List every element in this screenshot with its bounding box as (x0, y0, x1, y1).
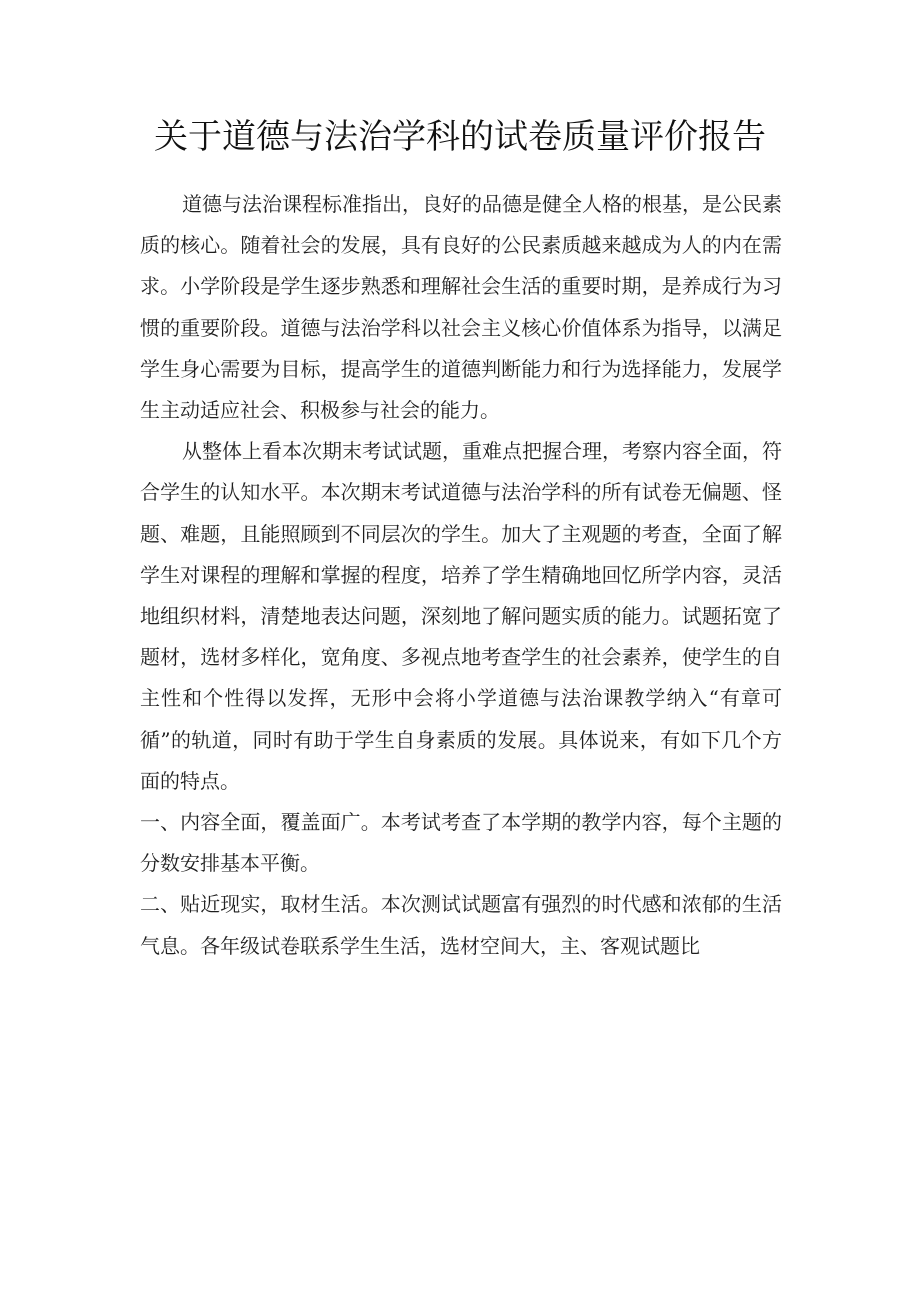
document-title: 关于道德与法治学科的试卷质量评价报告 (154, 117, 766, 157)
document-body (140, 184, 782, 967)
paragraph-point-2: 二、贴近现实，取材生活。本次测试试题富有强烈的时代感和浓郁的生活气息。各年级试卷联系学生生活，选材空间大，主、客观试题比 (140, 892, 782, 958)
paragraph-point-1: 一、内容全面，覆盖面广。本考试考查了本学期的教学内容，每个主题的分数安排基本平衡。 (140, 810, 782, 876)
paragraph-intro: 道德与法治课程标准指出，良好的品德是健全人格的根基，是公民素质的核心。随着社会的发展，具有良好的公民素质越来越成为人的内在需求。小学阶段是学生逐步熟悉和理解社会生活的重要时期，是养成行为习惯的重要阶段。道德与法治学科以社会主义核心价值体系为指导，以满足学生身心需要为目标，提高学生的道德判断能力和行为选择能力，发展学生主动适应社会、积极参与社会的能力。 (140, 192, 782, 423)
paragraph-overview: 从整体上看本次期末考试试题，重难点把握合理，考察内容全面，符合学生的认知水平。本次期末考试道德与法治学科的所有试卷无偏题、怪题、难题，且能照顾到不同层次的学生。加大了主观题的考查，全面了解学生对课程的理解和掌握的程度，培养了学生精确地回忆所学内容，灵活地组织材料，清楚地表达问题，深刻地了解问题实质的能力。试题拓宽了题材，选材多样化，宽角度、多视点地考查学生的社会素养，使学生的自主性和个性得以发挥，无形中会将小学道德与法治课教学纳入“有章可循”的轨道，同时有助于学生自身素质的发展。具体说来，有如下几个方面的特点。 (140, 439, 782, 793)
